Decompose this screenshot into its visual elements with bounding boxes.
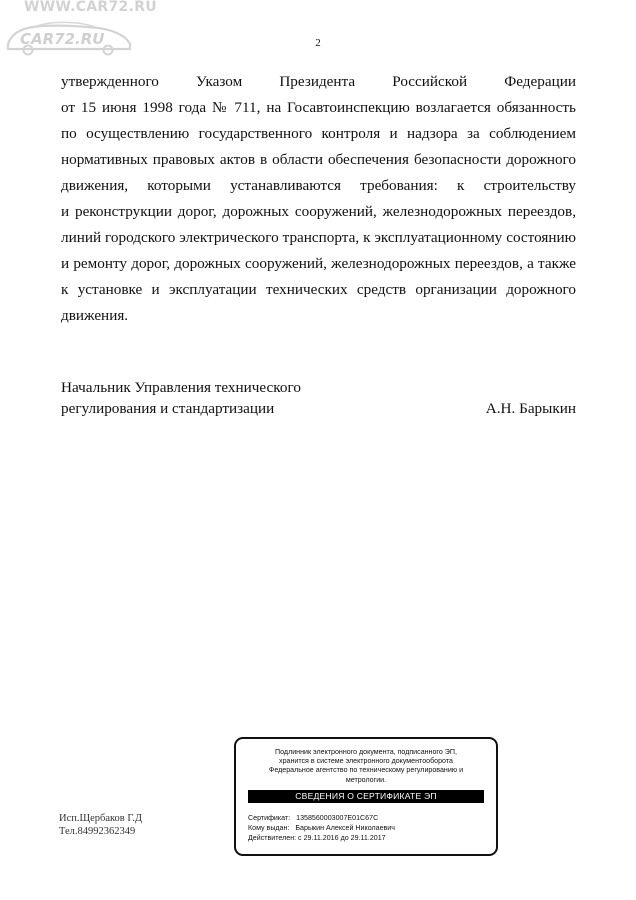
body-line: по осуществлению государственного контроля и надзора за соблюдением [61, 125, 576, 142]
issued-to-label: Кому выдан: [248, 823, 290, 832]
signature-position-line1: Начальник Управления технического [61, 379, 301, 396]
signature-name-row [61, 398, 576, 419]
body-line: от 15 июня 1998 года № 711, на Госавтоинспекцию возлагается обязанность [61, 99, 576, 116]
watermark-url: WWW.CAR72.RU [24, 0, 157, 15]
body-line: нормативных правовых актов в области обеспечения безопасности дорожного [61, 151, 576, 168]
body-line: и реконструкции дорог, дорожных сооружений, железнодорожных переездов, [61, 203, 576, 220]
executor-name: Исп.Щербаков Г.Д [59, 813, 143, 824]
certificate-details [248, 814, 395, 843]
executor-info [59, 812, 142, 838]
stamp-header-line: хранится в системе электронного документооборота [279, 757, 453, 766]
certificate-label: Сертификат: [248, 814, 291, 822]
signature-block [61, 377, 576, 419]
signature-position-line2: регулирования и стандартизации [61, 400, 275, 417]
issued-to-value: Барыкин Алексей Николаевич [295, 823, 395, 832]
body-line: движения. [61, 307, 129, 324]
stamp-header-line: Подлинник электронного документа, подписанного ЭП, [275, 748, 457, 756]
valid-to: 29.11.2017 [350, 833, 386, 842]
valid-from: 29.11.2016 [303, 833, 339, 842]
valid-to-label: до [340, 833, 349, 842]
watermark-logo-text: CAR72.RU [20, 30, 105, 48]
body-line: утвержденного Указом Президента Российской Федерации [61, 73, 576, 90]
body-line: движения, которыми устанавливаются требования: к строительству [61, 177, 576, 194]
electronic-signature-stamp [234, 737, 498, 856]
certificate-row [248, 814, 395, 824]
stamp-header-line: метрологии. [345, 775, 387, 784]
validity-row [248, 834, 395, 844]
page-number: 2 [315, 37, 321, 49]
certificate-info-bar: СВЕДЕНИЯ О СЕРТИФИКАТЕ ЭП [248, 790, 484, 803]
signature-position-row [61, 377, 576, 398]
body-line: линий городского электрического транспорта, к эксплуатационному состоянию [61, 229, 576, 246]
executor-phone: Тел.84992362349 [59, 826, 136, 837]
document-body [61, 69, 576, 329]
issued-to-row [248, 824, 395, 834]
certificate-value: 1358560003007E01C67C [296, 814, 379, 822]
signer-name: А.Н. Барыкин [485, 400, 576, 417]
body-line: и ремонту дорог, дорожных сооружений, железнодорожных переездов, а также [61, 255, 576, 272]
stamp-header [236, 748, 496, 785]
body-line: к установке и эксплуатации технических средств организации дорожного [61, 281, 576, 298]
valid-label: Действителен: с [248, 833, 302, 842]
stamp-header-line: Федеральное агентство по техническому регулированию и [268, 766, 464, 775]
